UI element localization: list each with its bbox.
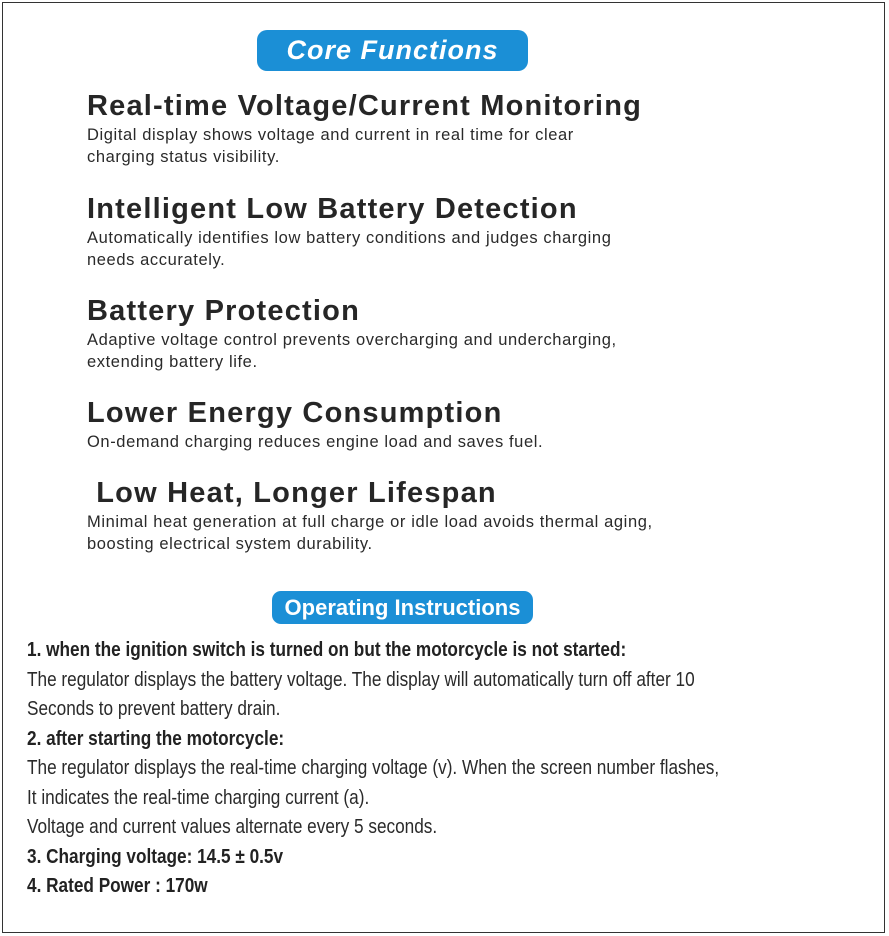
operating-instructions-heading: Operating Instructions: [272, 591, 533, 624]
feature-description: Digital display shows voltage and current in real time for clear charging status visibility.: [87, 126, 574, 166]
feature-realtime-monitoring: [87, 90, 807, 168]
instruction-step-1: 1. when the ignition switch is turned on but the motorcycle is not started:: [27, 639, 627, 661]
feature-low-heat-lifespan: [87, 477, 807, 555]
instruction-step-2: 2. after starting the motorcycle:: [27, 727, 285, 750]
instruction-text: The regulator displays the real-time charging voltage (v). When the screen number flashes,: [27, 757, 720, 779]
feature-description: Automatically identifies low battery conditions and judges charging needs accurately.: [87, 229, 612, 269]
instruction-text: Voltage and current values alternate every 5 seconds.: [27, 816, 438, 838]
feature-title: Battery Protection: [87, 295, 360, 327]
feature-battery-protection: [87, 295, 807, 373]
instruction-step-3: 3. Charging voltage: 14.5 ± 0.5v: [27, 845, 284, 868]
instruction-text: Seconds to prevent battery drain.: [27, 698, 281, 720]
instruction-text: The regulator displays the battery voltage. The display will automatically turn off after 10: [27, 668, 695, 691]
feature-title: Real-time Voltage/Current Monitoring: [87, 90, 643, 122]
instruction-step-4: 4. Rated Power : 170w: [27, 875, 208, 897]
feature-description: Minimal heat generation at full charge or idle load avoids thermal aging, boosting electrical system durability.: [87, 513, 653, 553]
feature-description: On-demand charging reduces engine load and saves fuel.: [87, 433, 544, 451]
feature-title: Low Heat, Longer Lifespan: [87, 477, 497, 509]
instruction-text: It indicates the real-time charging current (a).: [27, 786, 370, 809]
core-functions-heading: Core Functions: [257, 30, 528, 71]
feature-description: Adaptive voltage control prevents overcharging and undercharging, extending battery life.: [87, 331, 617, 371]
feature-lower-energy-consumption: [87, 397, 807, 453]
feature-title: Intelligent Low Battery Detection: [87, 193, 578, 225]
feature-low-battery-detection: [87, 193, 807, 271]
instructions-list: [27, 636, 877, 902]
feature-title: Lower Energy Consumption: [87, 397, 503, 429]
